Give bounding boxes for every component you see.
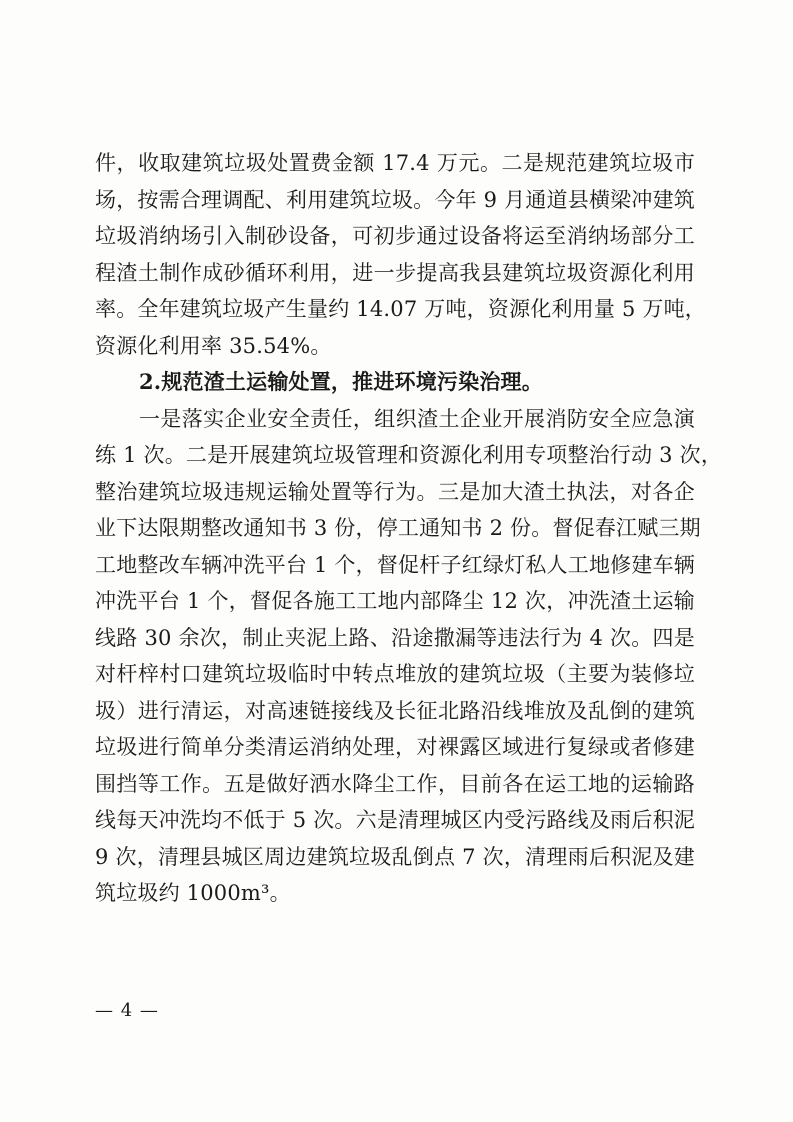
document-body — [95, 145, 723, 912]
text-line: 冲洗平台 1 个，督促各施工工地内部降尘 12 次，冲洗渣土运输 — [95, 589, 695, 613]
text-line: 9 次，清理县城区周边建筑垃圾乱倒点 7 次，清理雨后积泥及建 — [95, 844, 695, 869]
text-line: 垃圾进行简单分类清运消纳处理，对裸露区域进行复绿或者修建 — [95, 735, 695, 759]
text-line: 率。全年建筑垃圾产生量约 14.07 万吨，资源化利用量 5 万吨， — [95, 297, 706, 321]
page-number: — 4 — — [95, 1000, 159, 1021]
text-line: 件，收取建筑垃圾处置费金额 17.4 万元。二是规范建筑垃圾市 — [95, 151, 695, 175]
text-line: 资源化利用率 35.54%。 — [95, 333, 332, 358]
text-line: 整治建筑垃圾违规运输处置等行为。三是加大渣土执法，对各企 — [95, 479, 695, 504]
text-line: 程渣土制作成砂循环利用，进一步提高我县建筑垃圾资源化利用 — [95, 260, 695, 285]
text-line: 线每天冲洗均不低于 5 次。六是清理城区内受污路线及雨后积泥 — [95, 808, 695, 832]
text-line: 垃圾消纳场引入制砂设备，可初步通过设备将运至消纳场部分工 — [95, 224, 695, 248]
text-line: 业下达限期整改通知书 3 份，停工通知书 2 份。督促春江赋三期 — [95, 516, 701, 540]
text-line: 工地整改车辆冲洗平台 1 个，督促杆子红绿灯私人工地修建车辆 — [95, 552, 695, 577]
text-line: 围挡等工作。五是做好洒水降尘工作，目前各在运工地的运输路 — [95, 771, 695, 796]
text-line: 一是落实企业安全责任，组织渣土企业开展消防安全应急演 — [139, 406, 695, 431]
text-line: 线路 30 余次，制止夹泥上路、沿途撒漏等违法行为 4 次。四是 — [95, 625, 695, 650]
text-line: 场，按需合理调配、利用建筑垃圾。今年 9 月通道县横梁冲建筑 — [95, 187, 695, 212]
text-line: 筑垃圾约 1000m³。 — [95, 881, 291, 905]
text-line: 练 1 次。二是开展建筑垃圾管理和资源化利用专项整治行动 3 次， — [95, 443, 723, 467]
text-line: 对杆梓村口建筑垃圾临时中转点堆放的建筑垃圾（主要为装修垃 — [95, 662, 695, 686]
text-line: 圾）进行清运，对高速链接线及长征北路沿线堆放及乱倒的建筑 — [95, 698, 695, 723]
section-heading: 2.规范渣土运输处置，推进环境污染治理。 — [139, 369, 543, 394]
